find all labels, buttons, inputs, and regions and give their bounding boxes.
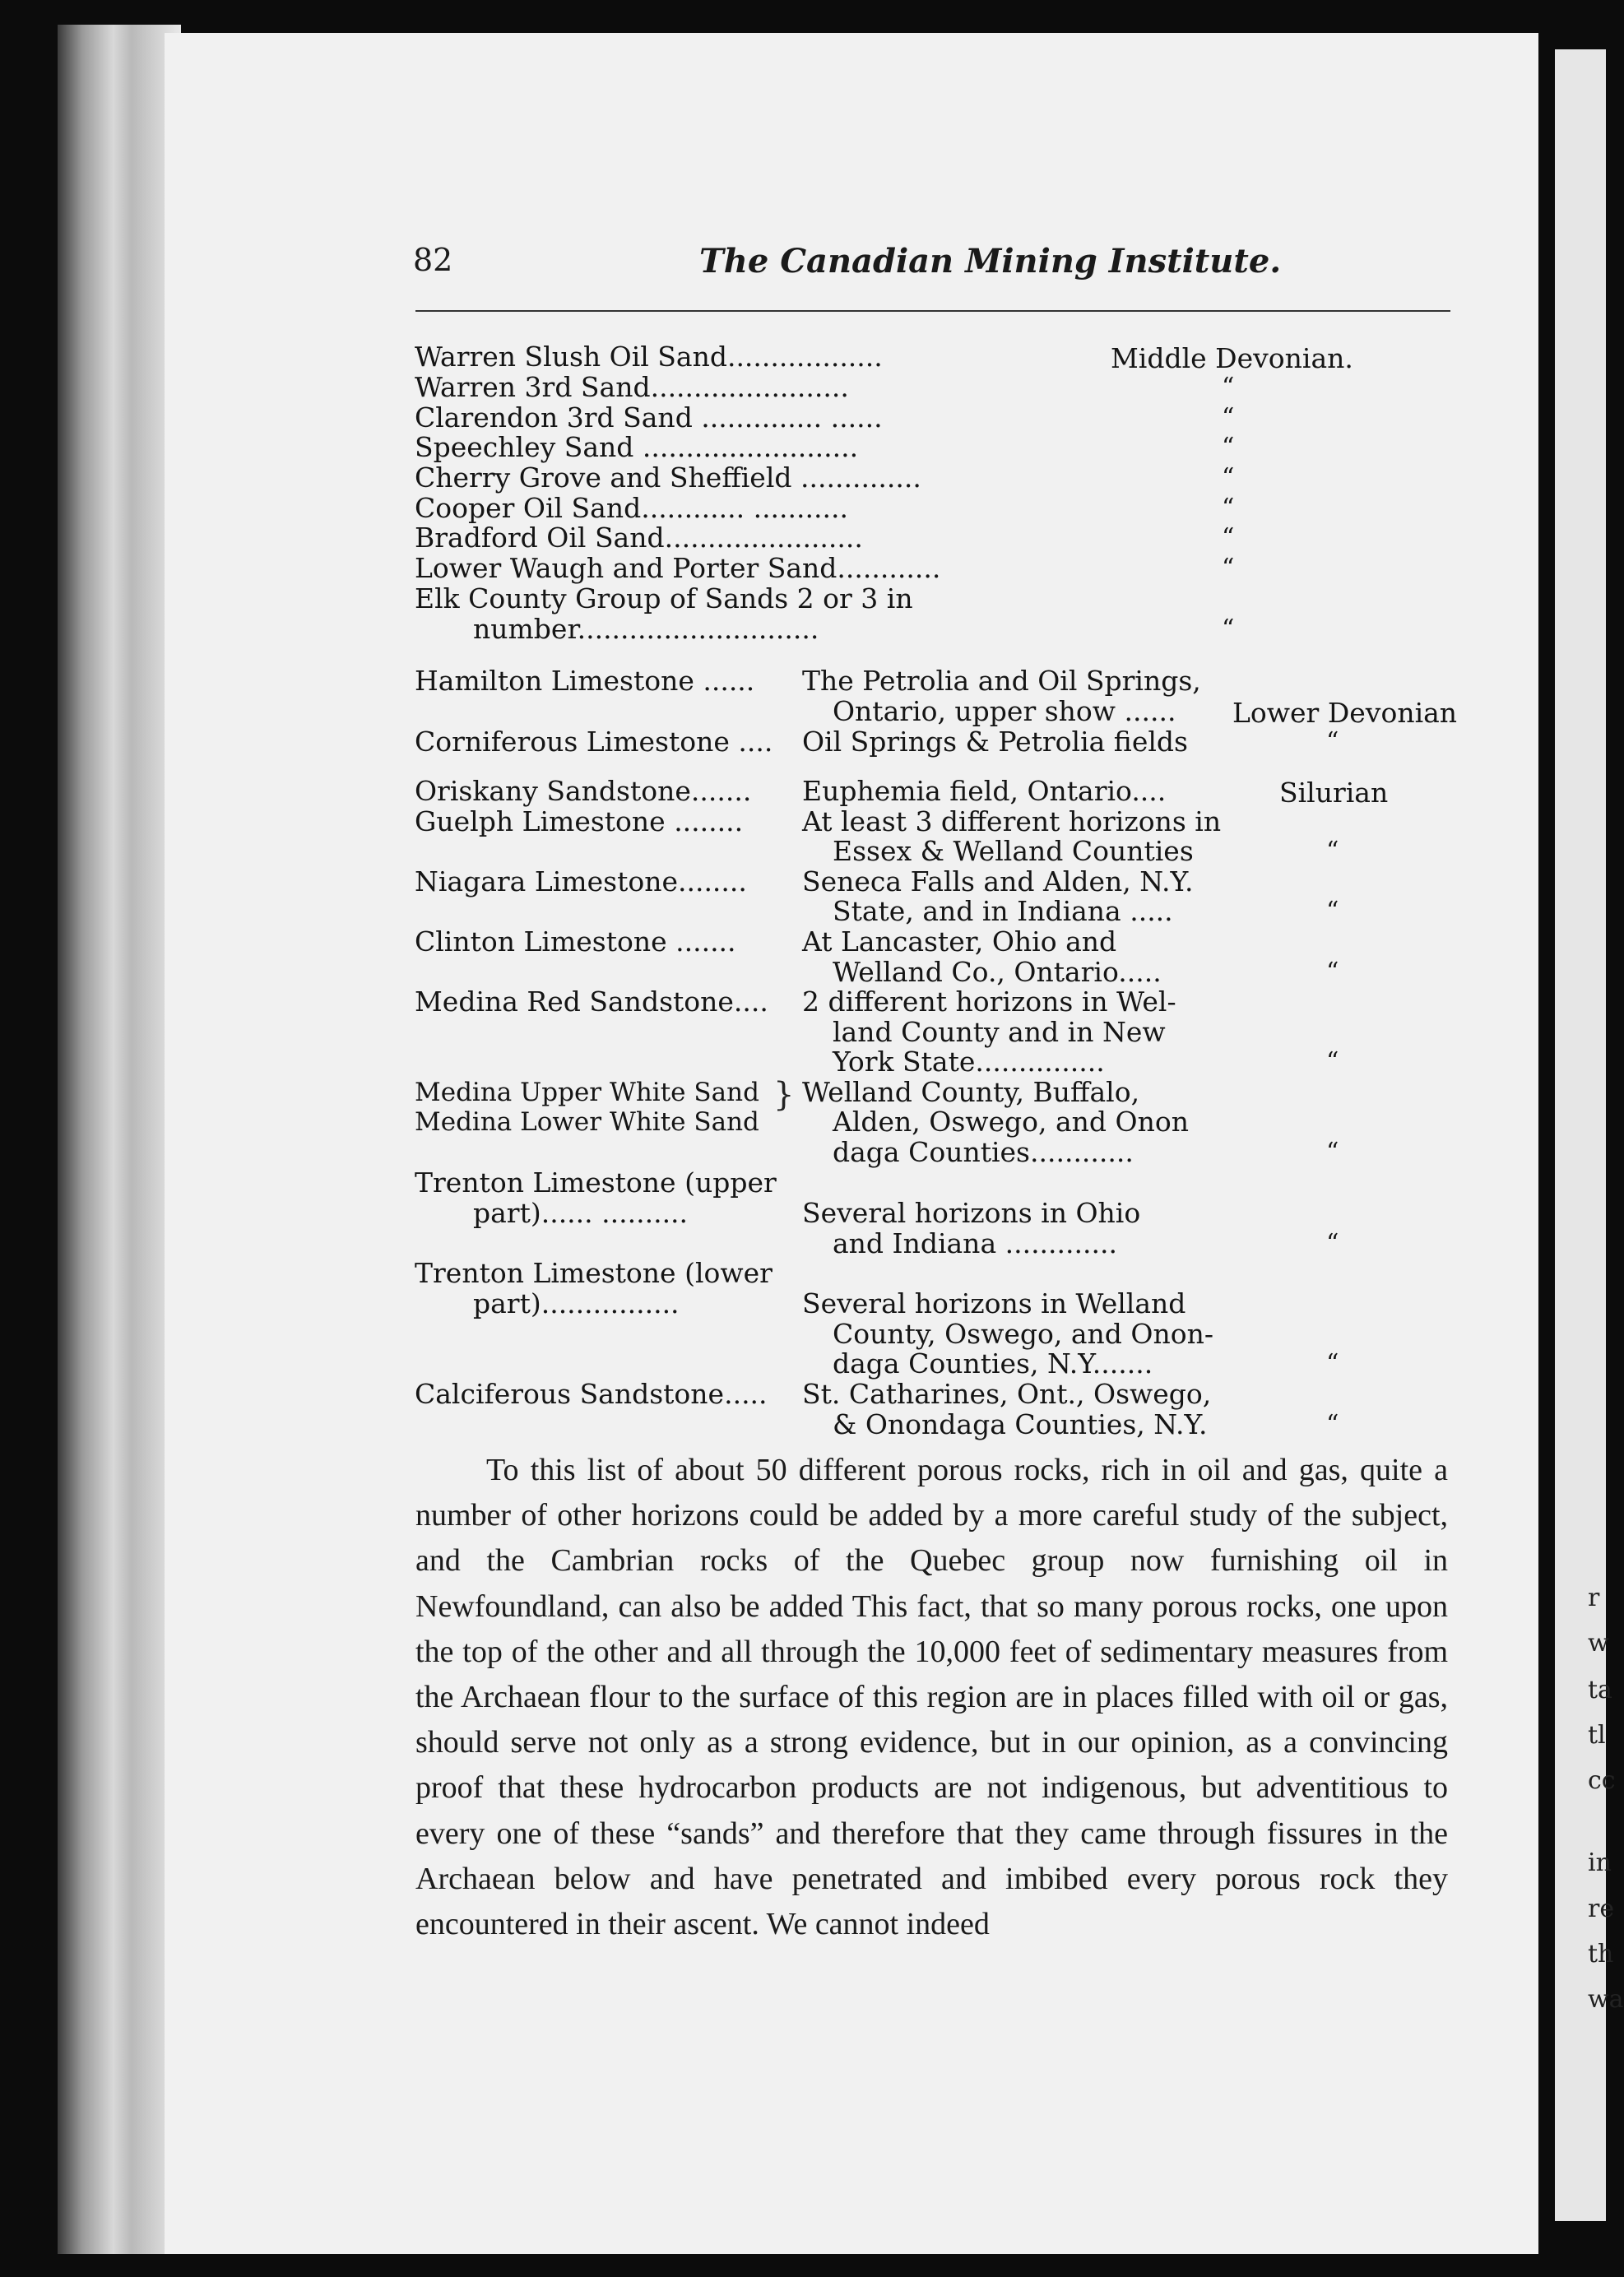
rock-name: Medina Upper White Sand [415, 1078, 759, 1107]
rock-name: Trenton Limestone (lower [415, 1257, 773, 1289]
rock-name: part)................ [473, 1287, 680, 1319]
sand-item: Cherry Grove and Sheffield .............. [415, 461, 921, 494]
rock-location: Welland Co., Ontario..... [833, 956, 1162, 988]
rock-name: Niagara Limestone........ [415, 865, 747, 897]
ditto-mark: “ [1326, 1047, 1339, 1076]
ditto-mark: “ [1326, 958, 1339, 986]
rock-location: daga Counties............ [833, 1136, 1134, 1168]
rock-name: Guelph Limestone ........ [415, 805, 744, 837]
sand-item: Elk County Group of Sands 2 or 3 in [415, 582, 913, 614]
rock-location: Alden, Oswego, and Onon [833, 1106, 1189, 1138]
sand-item: Bradford Oil Sand....................... [415, 522, 863, 554]
rock-location: and Indiana ............. [833, 1227, 1117, 1259]
rock-name: Clinton Limestone ....... [415, 925, 736, 958]
age-label: Middle Devonian. [1111, 342, 1353, 374]
rock-name: Hamilton Limestone ...... [415, 665, 755, 697]
rock-name: Trenton Limestone (upper [415, 1166, 777, 1199]
ditto-mark: “ [1326, 1138, 1339, 1166]
ditto-mark: “ [1326, 897, 1339, 925]
facing-page-fragment: th [1588, 1940, 1614, 1969]
rock-location: County, Oswego, and Onon- [833, 1318, 1213, 1350]
rock-location: St. Catharines, Ont., Oswego, [802, 1378, 1212, 1410]
rock-location: Essex & Welland Counties [833, 835, 1194, 867]
sand-item: Warren Slush Oil Sand.................. [415, 341, 883, 373]
facing-page-fragment: r [1588, 1584, 1600, 1612]
rock-location: State, and in Indiana ..... [833, 895, 1173, 927]
rock-location: At least 3 different horizons in [802, 805, 1222, 837]
sand-item: number............................ [473, 613, 819, 645]
sand-item: Speechley Sand ......................... [415, 431, 859, 463]
ditto-mark: “ [1222, 614, 1235, 643]
facing-page-fragment: tl [1588, 1721, 1606, 1750]
rock-name: Calciferous Sandstone..... [415, 1378, 768, 1410]
book-page-edge [58, 25, 181, 2254]
rock-location: Oil Springs & Petrolia fields [802, 726, 1188, 758]
rock-name: Medina Red Sandstone.... [415, 985, 768, 1018]
sand-item: Clarendon 3rd Sand .............. ...... [415, 401, 883, 434]
rock-location: & Onondaga Counties, N.Y. [833, 1408, 1208, 1440]
rock-location: land County and in New [833, 1016, 1166, 1048]
rock-location: At Lancaster, Ohio and [802, 925, 1117, 958]
rock-name: Corniferous Limestone .... [415, 726, 773, 758]
facing-page-fragment: ta [1588, 1676, 1612, 1704]
sand-item: Warren 3rd Sand....................... [415, 371, 849, 403]
rock-location: Several horizons in Ohio [802, 1197, 1141, 1229]
rock-location: Euphemia field, Ontario.... [802, 775, 1167, 807]
rock-age: Silurian [1279, 777, 1389, 809]
running-title: The Canadian Mining Institute. [699, 242, 1282, 281]
ditto-mark: “ [1222, 433, 1235, 461]
rock-location: The Petrolia and Oil Springs, [802, 665, 1201, 697]
facing-page-fragment: w [1588, 1629, 1609, 1658]
ditto-mark: “ [1222, 494, 1235, 522]
ditto-mark: “ [1326, 1410, 1339, 1439]
sand-item: Lower Waugh and Porter Sand............ [415, 552, 941, 584]
rock-location: Ontario, upper show ...... [833, 695, 1176, 727]
ditto-mark: “ [1222, 373, 1235, 401]
rock-age: Lower Devonian [1232, 697, 1458, 729]
ditto-mark: “ [1326, 1229, 1339, 1258]
rock-name: Medina Lower White Sand [415, 1107, 759, 1137]
rock-location: Several horizons in Welland [802, 1287, 1186, 1319]
sand-item: Cooper Oil Sand............ ........... [415, 492, 848, 524]
body-paragraph: To this list of about 50 different porous rocks, rich in oil and gas, quite a number of other horizons could be added by a more careful study of the subject, and the Cambrian rocks of the Quebec group now furnishing oil in Newfoundland, can also be added This fact, that so many porous rocks, one upon the top of the other and all through the 10,000 feet of sedimentary measures from the Archaean flour to the surface of this region are in places filled with oil or gas, should serve not only as a strong evidence, but in our opinion, as a convincing proof that these hydrocarbon products are not indigenous, but adventitious to every one of these “sands” and therefore that they came through fissures in the Archaean below and have penetrated and imbibed every porous rock they encountered in their ascent. We cannot indeed [415, 1453, 1448, 1942]
ditto-mark: “ [1222, 463, 1235, 492]
ditto-mark: “ [1326, 837, 1339, 865]
facing-page-fragment: wa [1588, 1985, 1624, 2014]
rock-location: 2 different horizons in Wel- [802, 985, 1176, 1018]
brace-mark: } [773, 1076, 795, 1114]
rock-name: Oriskany Sandstone....... [415, 775, 752, 807]
ditto-mark: “ [1326, 727, 1339, 756]
rock-location: Welland County, Buffalo, [802, 1076, 1140, 1108]
rock-location: Seneca Falls and Alden, N.Y. [802, 865, 1194, 897]
header-rule [415, 310, 1450, 312]
ditto-mark: “ [1222, 523, 1235, 552]
rock-location: York State............... [833, 1046, 1105, 1078]
rock-location: daga Counties, N.Y....... [833, 1347, 1153, 1380]
facing-page-fragment: re [1588, 1894, 1615, 1923]
page-number: 82 [413, 242, 453, 278]
ditto-mark: “ [1222, 403, 1235, 432]
ditto-mark: “ [1222, 554, 1235, 582]
ditto-mark: “ [1326, 1349, 1339, 1378]
facing-page-fragment: in [1588, 1848, 1612, 1877]
rock-name: part)...... .......... [473, 1197, 689, 1229]
facing-page-fragment: cc [1588, 1766, 1616, 1795]
